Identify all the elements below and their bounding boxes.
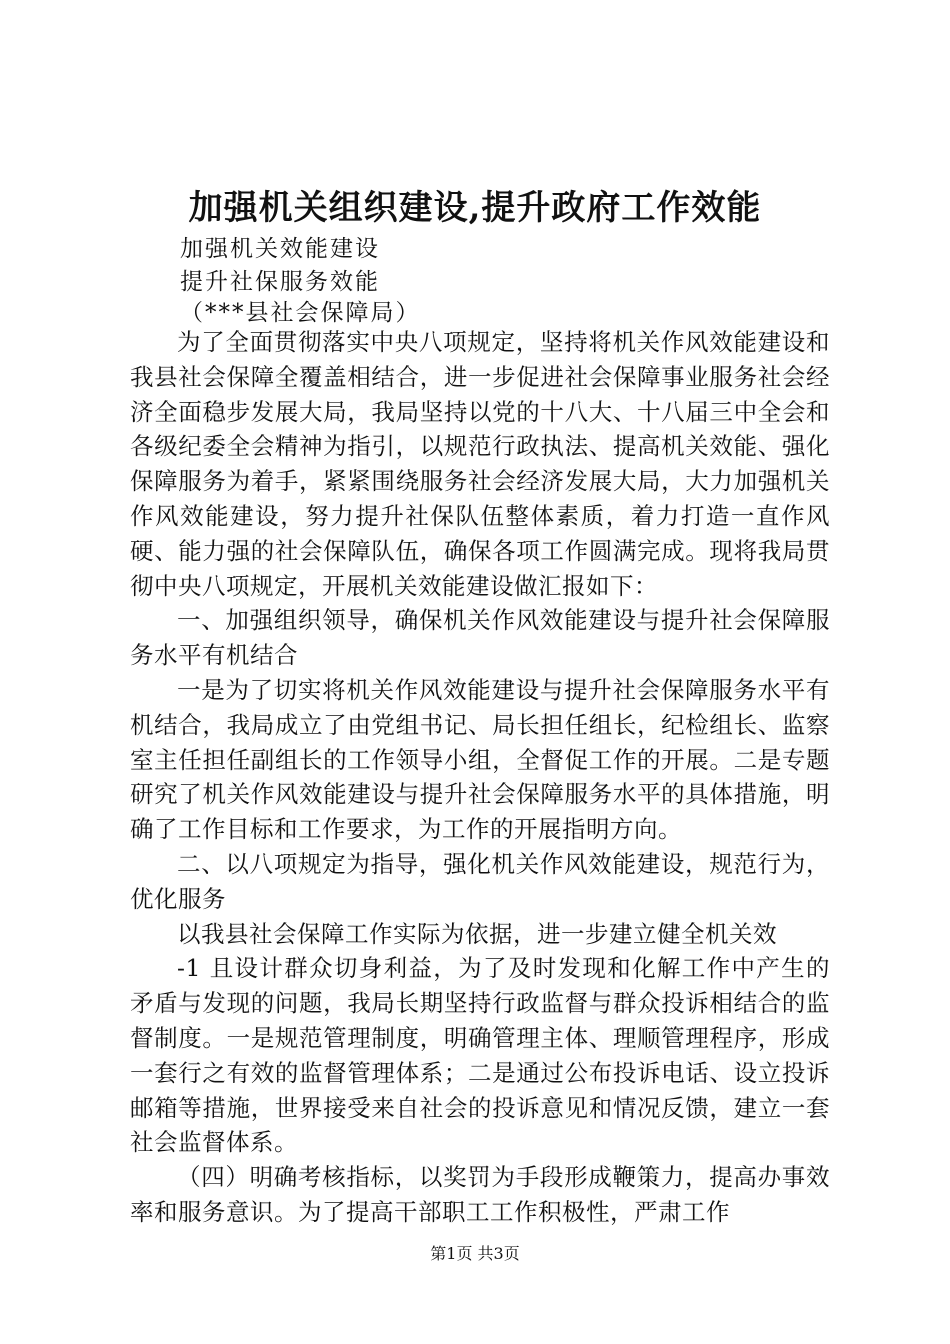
page-number-footer: 第1页 共3页 — [430, 1244, 520, 1263]
document-body — [130, 325, 830, 1230]
document-title: 加强机关组织建设,提升政府工作效能 — [188, 188, 762, 228]
paragraph-assessment: （四）明确考核指标，以奖罚为手段形成鞭策力，提高办事效率和服务意识。为了提高干部职工工作积极性，严肃工作 — [130, 1163, 830, 1226]
paragraph-section-1: 一是为了切实将机关作风效能建设与提升社会保障服务水平有机结合，我局成立了由党组书记、局长担任组长，纪检组长、监察室主任担任副组长的工作领导小组，全督促工作的开展。二是专题研究了机关作风效能建设与提升社会保障服务水平的具体措施，明确了工作目标和工作要求，为工作的开展指明方向。 — [130, 675, 830, 844]
author-line: （***县社会保障局） — [180, 300, 421, 326]
section-heading-1: 一、加强组织领导，确保机关作风效能建设与提升社会保障服务水平有机结合 — [130, 606, 830, 670]
paragraph-intro: 为了全面贯彻落实中央八项规定，坚持将机关作风效能建设和我县社会保障全覆盖相结合，进一步促进社会保障事业服务社会经济全面稳步发展大局，我局坚持以党的十八大、十八届三中全会和各级纪委全会精神为指引，以规范行政执法、提高机关效能、强化保障服务为着手，紧紧围绕服务社会经济发展大局，大力加强机关作风效能建设，努力提升社保队伍整体素质，着力打造一直作风硬、能力强的社会保障队伍，确保各项工作圆满完成。现将我局贯彻中央八项规定，开展机关效能建设做汇报如下： — [130, 328, 830, 600]
paragraph-supervision: -1 且设计群众切身利益，为了及时发现和化解工作中产生的矛盾与发现的问题，我局长期坚持行政监督与群众投诉相结合的监督制度。一是规范管理制度，明确管理主体、理顺管理程序，形成一套行之有效的监督管理体系；二是通过公布投诉电话、设立投诉邮箱等措施，世界接受来自社会的投诉意见和情况反馈，建立一套社会监督体系。 — [130, 954, 830, 1157]
subtitle-line-1: 加强机关效能建设 — [180, 236, 380, 262]
paragraph-section-2-start: 以我县社会保障工作实际为依据，进一步建立健全机关效 — [177, 919, 777, 948]
section-heading-2: 二、以八项规定为指导，强化机关作风效能建设，规范行为，优化服务 — [130, 849, 830, 913]
subtitle-line-2: 提升社保服务效能 — [180, 269, 380, 295]
